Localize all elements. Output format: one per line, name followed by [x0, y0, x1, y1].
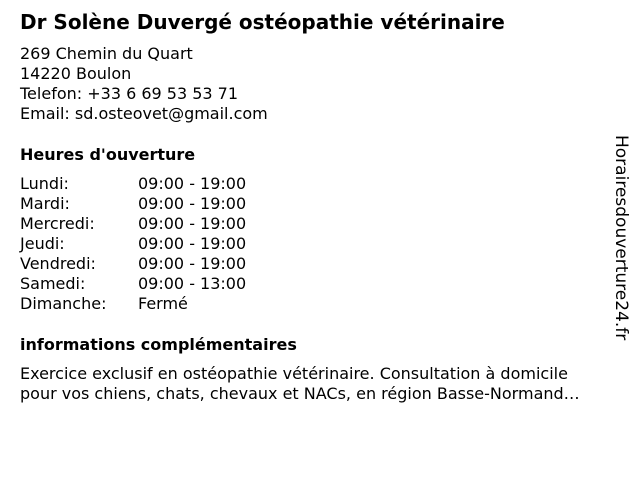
info-line: pour vos chiens, chats, chevaux et NACs, en région Basse-Normand…: [20, 384, 580, 403]
hours-table: [20, 174, 246, 314]
info-heading: informations complémentaires: [20, 335, 297, 354]
page-title: Dr Solène Duvergé ostéopathie vétérinaire: [20, 10, 505, 34]
day-label: Lundi:: [20, 174, 69, 193]
site-watermark: Horairesdouverture24.fr: [611, 135, 631, 341]
day-label: Vendredi:: [20, 254, 96, 273]
time-value: 09:00 - 19:00: [138, 254, 247, 273]
day-label: Dimanche:: [20, 294, 107, 313]
hours-row-saturday: [20, 274, 246, 294]
time-value: 09:00 - 19:00: [138, 214, 247, 233]
email-address: Email: sd.osteovet@gmail.com: [20, 104, 268, 123]
time-value: 09:00 - 13:00: [138, 274, 247, 293]
day-label: Mercredi:: [20, 214, 95, 233]
hours-row-thursday: [20, 234, 246, 254]
time-value: 09:00 - 19:00: [138, 174, 247, 193]
info-line: Exercice exclusif en ostéopathie vétérinaire. Consultation à domicile: [20, 364, 568, 383]
hours-row-monday: [20, 174, 246, 194]
time-value: Fermé: [138, 294, 188, 313]
day-label: Jeudi:: [20, 234, 65, 253]
day-label: Samedi:: [20, 274, 86, 293]
street-address: 269 Chemin du Quart: [20, 44, 193, 63]
day-label: Mardi:: [20, 194, 70, 213]
info-text: [20, 364, 632, 404]
time-value: 09:00 - 19:00: [138, 194, 247, 213]
hours-row-sunday: [20, 294, 246, 314]
address-block: [20, 44, 268, 124]
time-value: 09:00 - 19:00: [138, 234, 247, 253]
hours-row-tuesday: [20, 194, 246, 214]
hours-row-friday: [20, 254, 246, 274]
hours-row-wednesday: [20, 214, 246, 234]
hours-heading: Heures d'ouverture: [20, 145, 196, 164]
phone-number: Telefon: +33 6 69 53 53 71: [20, 84, 239, 103]
city-address: 14220 Boulon: [20, 64, 132, 83]
